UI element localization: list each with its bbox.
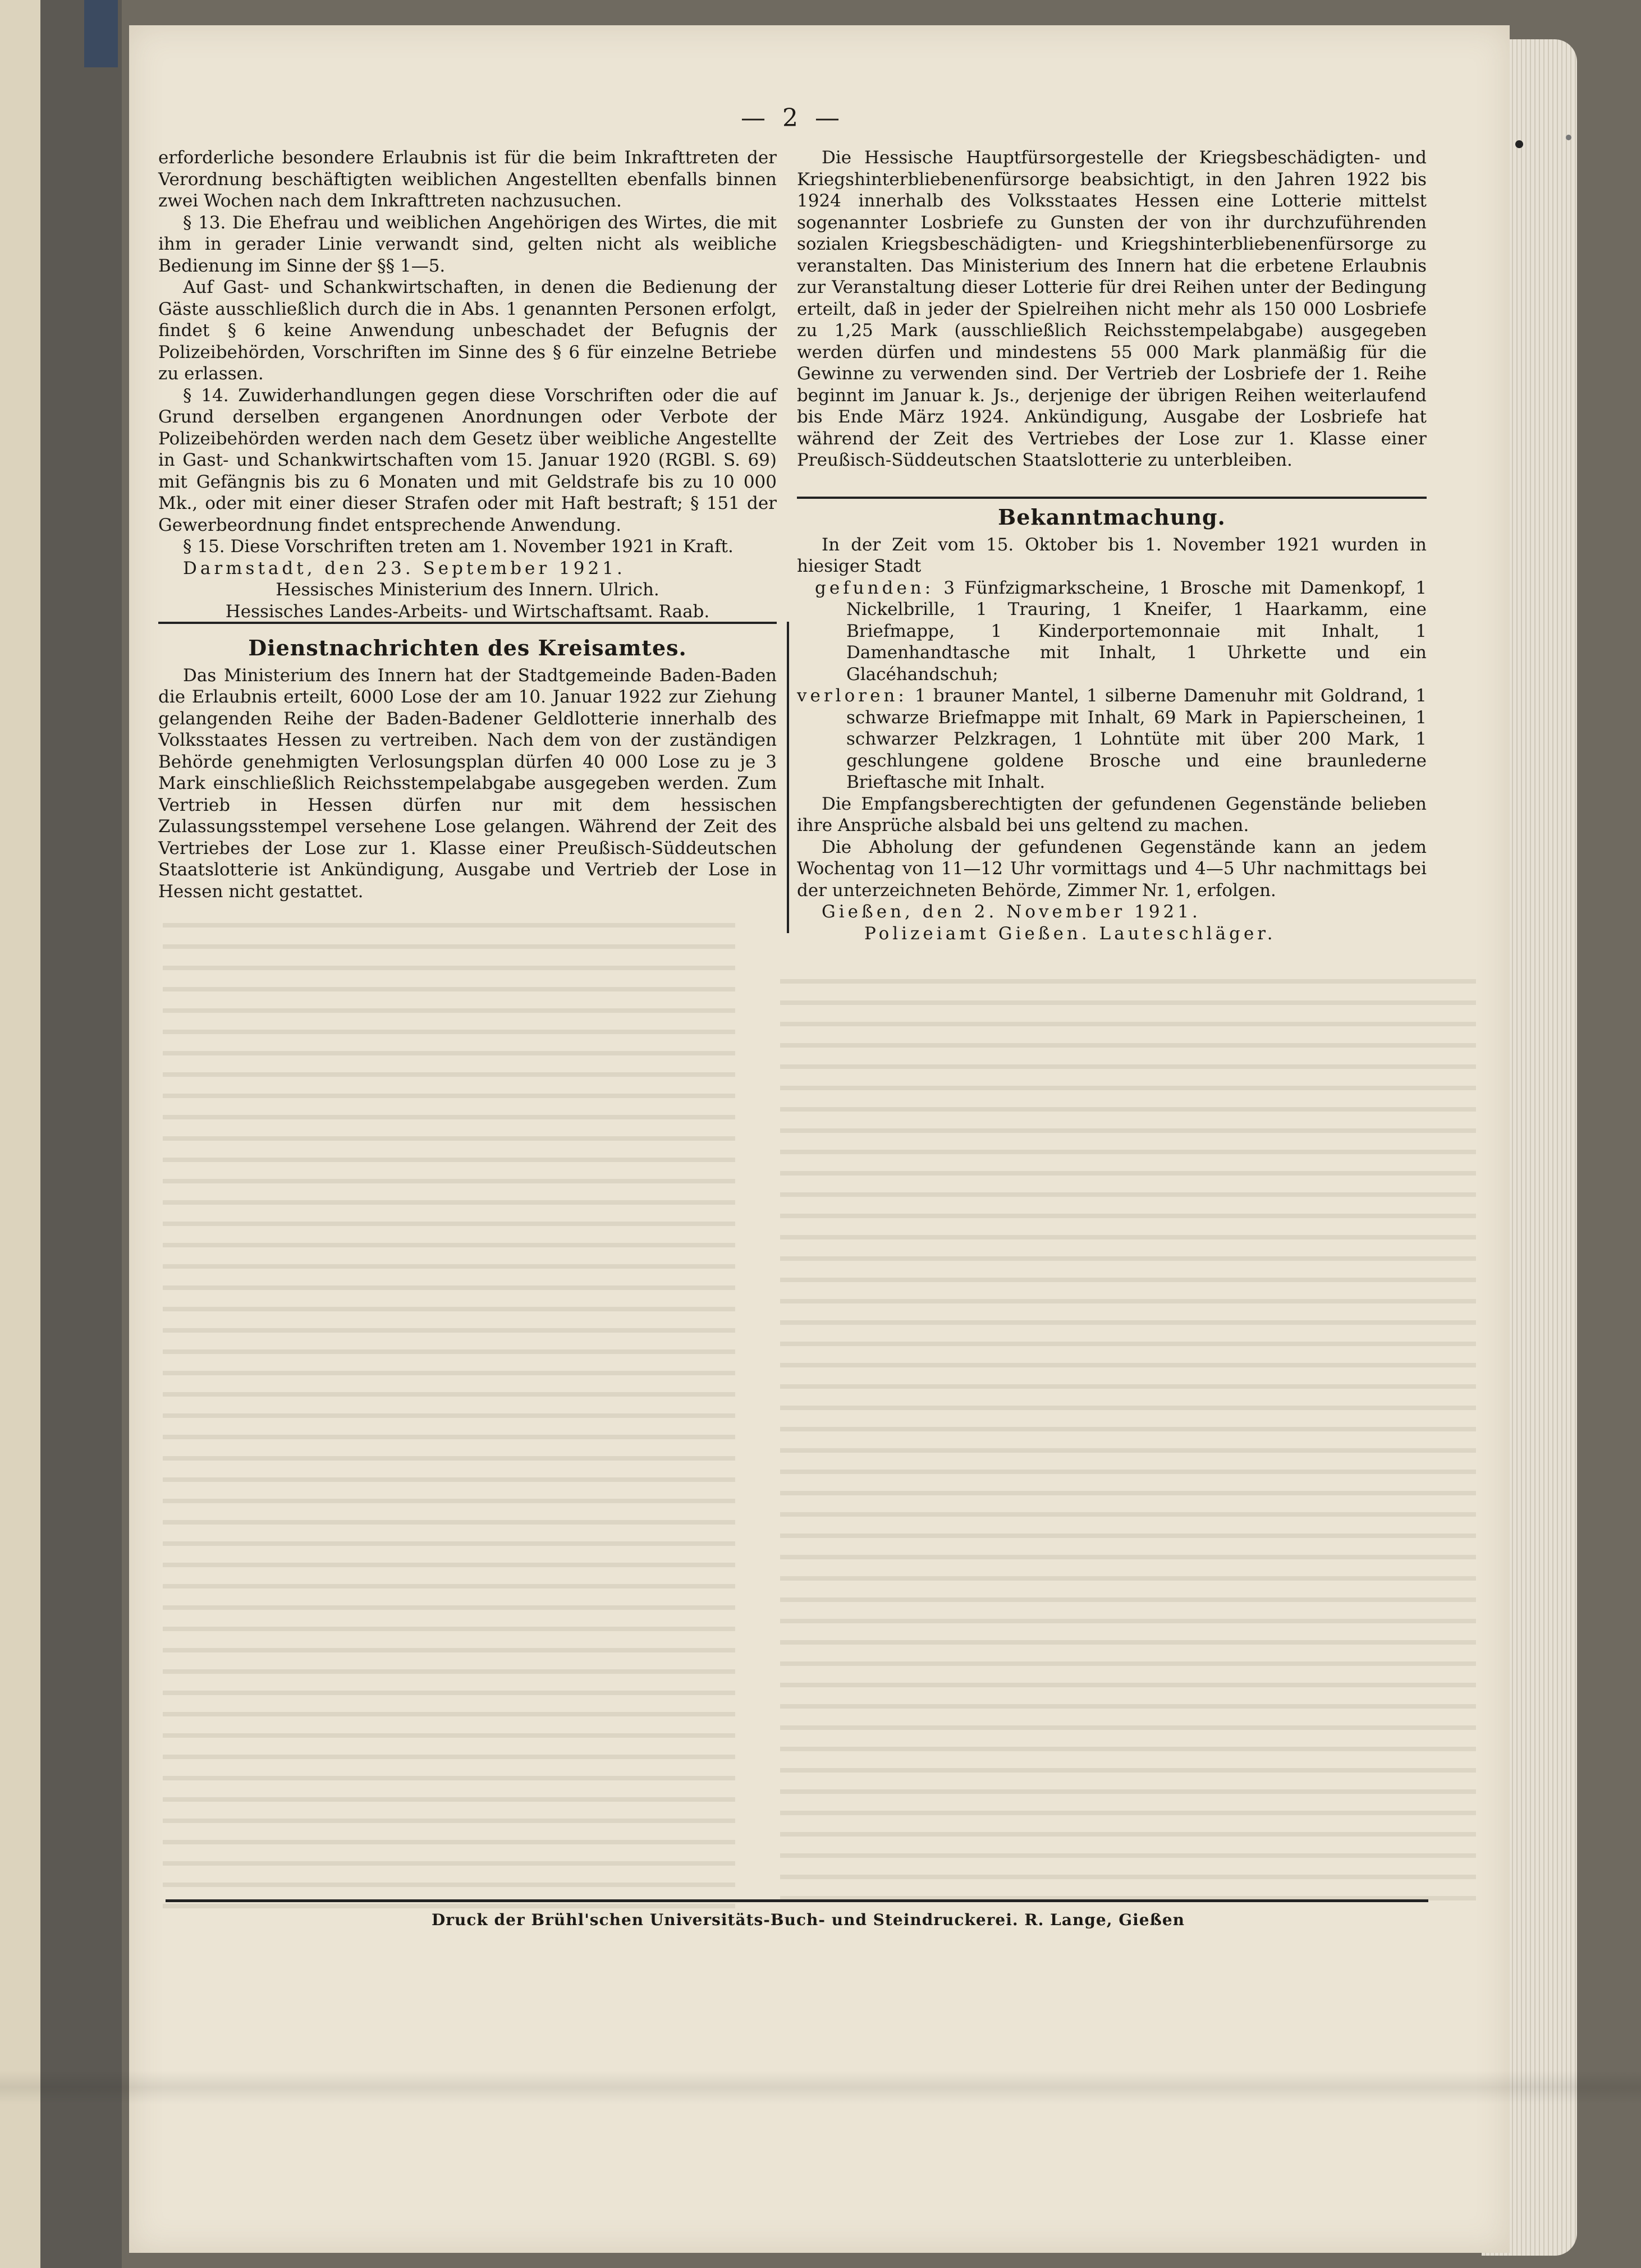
signature-office: Hessisches Landes-Arbeits- und Wirtschaftsamt. Raab. xyxy=(225,601,710,622)
page-number: — 2 — xyxy=(741,104,844,132)
paragraph: In der Zeit vom 15. Oktober bis 1. November 1921 wurden in hiesiger Stadt xyxy=(797,534,1427,576)
section-divider xyxy=(158,622,777,624)
printer-imprint: Druck der Brühl'schen Universitäts-Buch- und Steindruckerei. R. Lange, Gießen xyxy=(431,1911,1185,1929)
left-column-section xyxy=(158,633,777,902)
found-items xyxy=(797,577,1427,686)
paragraph-lottery: Die Hessische Hauptfürsorgestelle der Kriegsbeschädigten- und Kriegshinterbliebenenfürsorge beabsichtigt, in den Jahren 1922 bis 1924 innerhalb des Volksstaates Hessen eine Lotterie mittelst sogenannter Losbriefe zu Gunsten der von ihr durchzuführenden sozialen Kriegsbeschädigten- und Kriegshinterbliebenenfürsorge zu veranstalten. Das Ministerium des Innern hat die erbetene Erlaubnis zur Veranstaltung dieser Lotterie für drei Reihen unter der Bedingung erteilt, daß in jeder der Spielreihen nicht mehr als 150 000 Losbriefe zu 1,25 Mark (ausschließlich Reichsstempelabgabe) ausgegeben werden dürfen und mindestens 55 000 Mark planmäßig für die Gewinne zu verwenden sind. Der Vertrieb der Losbriefe der 1. Reihe beginnt im Januar k. Js., derjenige der übrigen Reihen weiterlaufend bis Ende März 1924. Ankündigung, Ausgabe der Losbriefe hat während der Zeit des Vertriebes der Lose zur 1. Klasse einer Preußisch-Süddeutschen Staatslotterie zu unterbleiben. xyxy=(797,148,1427,470)
ink-dot xyxy=(1515,140,1523,148)
binding-tape xyxy=(84,0,118,67)
footer-rule xyxy=(166,1899,1428,1902)
ink-dot xyxy=(1566,135,1571,140)
left-column xyxy=(158,147,777,622)
signature-ministry: Hessisches Ministerium des Innern. Ulrich. xyxy=(276,580,659,600)
signature-police: Polizeiamt Gießen. Lauteschläger. xyxy=(864,923,1276,944)
lost-label: verloren: xyxy=(797,686,907,706)
right-column xyxy=(797,147,1427,471)
paragraph-section-15: § 15. Diese Vorschriften treten am 1. November 1921 in Kraft. xyxy=(183,536,734,557)
lost-items xyxy=(797,685,1427,793)
page-fold-shadow xyxy=(0,2070,1641,2104)
paragraph: Das Ministerium des Innern hat der Stadtgemeinde Baden-Baden die Erlaubnis erteilt, 6000 Lose der am 10. Januar 1922 zur Ziehung gelangenden Reihe der Baden-Badener Geldlotterie innerhalb des Volksstaates Hessen zu vertreiben. Nach dem von der zuständigen Behörde genehmigten Verlosungsplan dürfen 40 000 Lose zu je 3 Mark einschließlich Reichsstempelabgabe ausgegeben werden. Zum Vertrieb in Hessen dürfen nur mit dem hessischen Zulassungsstempel versehene Lose gelangen. Während der Zeit des Vertriebes der Lose zur 1. Klasse einer Preußisch-Süddeutschen Staatslotterie ist Ankündigung, Ausgabe und Vertrieb der Lose in Hessen nicht gestattet. xyxy=(158,665,777,902)
book-binding xyxy=(40,0,122,2268)
paragraph-section-14: § 14. Zuwiderhandlungen gegen diese Vorschriften oder die auf Grund derselben ergangenen Anordnungen oder Verbote der Polizeibehörden werden nach dem Gesetz über weibliche Angestellte in Gast- und Schankwirtschaften vom 15. Januar 1920 (RGBl. S. 69) mit Gefängnis bis zu 6 Monaten und mit Geldstrafe bis zu 10 000 Mk., oder mit einer dieser Strafen oder mit Haft bestraft; § 151 der Gewerbeordnung findet entsprechende Anwendung. xyxy=(158,385,777,535)
found-text: 3 Fünfzigmarkscheine, 1 Brosche mit Damenkopf, 1 Nickelbrille, 1 Trauring, 1 Kneifer, 1 Haarkamm, eine Briefmappe, 1 Kinderportemonnaie mit Inhalt, 1 Damenhandtasche mit Inhalt, 1 Uhrkette und ein Glacéhandschuh; xyxy=(846,577,1427,685)
section-divider xyxy=(797,497,1427,499)
paragraph-section-13: § 13. Die Ehefrau und weiblichen Angehörigen des Wirtes, die mit ihm in gerader Linie verwandt sind, gelten nicht als weibliche Bedienung im Sinne der §§ 1—5. xyxy=(158,212,777,276)
paragraph: Die Abholung der gefundenen Gegenstände kann an jedem Wochentag von 11—12 Uhr vormittags und 4—5 Uhr nachmittags bei der unterzeichneten Behörde, Zimmer Nr. 1, erfolgen. xyxy=(797,837,1427,901)
notice-title: Bekanntmachung. xyxy=(998,504,1226,530)
paragraph: Auf Gast- und Schankwirtschaften, in denen die Bedienung der Gäste ausschließlich durch die in Abs. 1 genannten Personen erfolgt, findet § 6 keine Anwendung unbeschadet der Befugnis der Polizeibehörden, Vorschriften im Sinne des § 6 für einzelne Betriebe zu erlassen. xyxy=(158,277,777,384)
adjacent-page-edge xyxy=(0,0,40,2268)
paragraph: erforderliche besondere Erlaubnis ist für die beim Inkrafttreten der Verordnung beschäftigten weiblichen Angestellten ebenfalls binnen zwei Wochen nach dem Inkrafttreten nachzusuchen. xyxy=(158,148,777,211)
show-through-text-left xyxy=(163,923,735,1911)
paragraph: Die Empfangsberechtigten der gefundenen Gegenstände belieben ihre Ansprüche alsbald bei uns geltend zu machen. xyxy=(797,793,1427,835)
right-column-notice xyxy=(797,502,1427,944)
lost-text: 1 brauner Mantel, 1 silberne Damenuhr mit Goldrand, 1 schwarze Briefmappe mit Inhalt, 69 Mark in Papierscheinen, 1 schwarzer Pelzkragen, 1 Lohntüte mit über 200 Mark, 1 geschlungene goldene Brosche und eine braunlederne Brieftasche mit Inhalt. xyxy=(846,686,1427,792)
column-divider xyxy=(787,622,789,933)
place-date: Darmstadt, den 23. September 1921. xyxy=(183,558,626,579)
found-label: gefunden: xyxy=(815,577,934,598)
place-date: Gießen, den 2. November 1921. xyxy=(822,902,1201,922)
show-through-text-right xyxy=(780,979,1476,1911)
section-title: Dienstnachrichten des Kreisamtes. xyxy=(248,635,687,660)
